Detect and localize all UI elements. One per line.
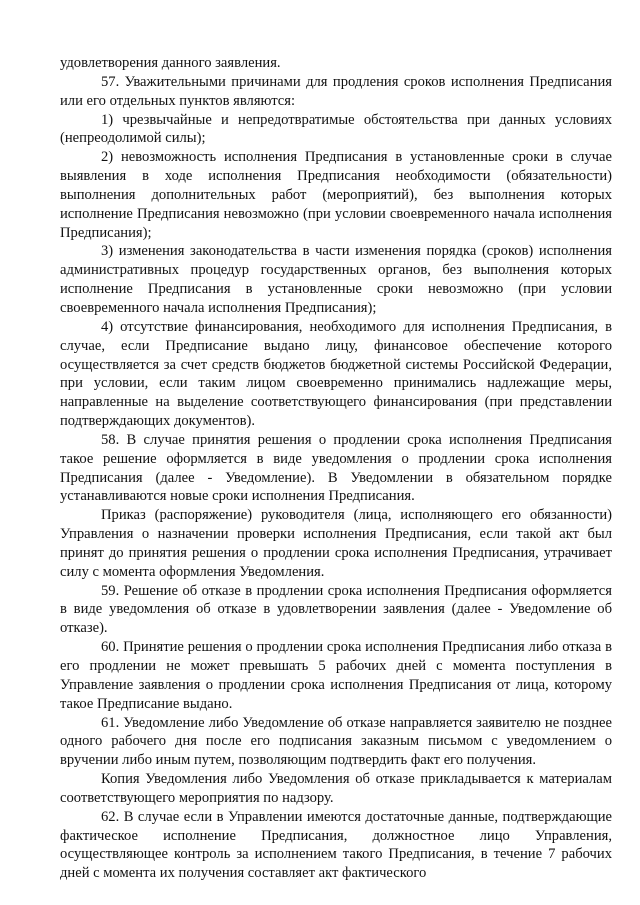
document-page [60,54,612,883]
list-item-57-4: 4) отсутствие финансирования, необходимого для исполнения Предписания, в случае, если Предписание выдано лицу, финансовое обеспечение которого осуществляется за счет средств бюджетов бюджетной системы Российской Федерации, при условии, если таким лицом своевременно принимались надлежащие меры, направленные на выделение соответствующего финансирования (при представлении подтверждающих документов). [60,318,612,430]
paragraph-61: 61. Уведомление либо Уведомление об отказе направляется заявителю не позднее одного рабочего дня после его подписания заказным письмом с уведомлением о вручении либо иным путем, позволяющим подтвердить факт его получения. [60,714,612,769]
paragraph-60: 60. Принятие решения о продлении срока исполнения Предписания либо отказа в его продлении не может превышать 5 рабочих дней с момента поступления в Управление заявления о продлении срока исполнения Предписания от лица, которому такое Предписание выдано. [60,639,612,712]
list-item-57-3: 3) изменения законодательства в части изменения порядка (сроков) исполнения административных процедур государственных органов, без выполнения которых исполнение Предписания в установленные сроки невозможно (при условии своевременного начала исполнения Предписания); [60,243,612,316]
paragraph-continuation: удовлетворения данного заявления. [60,55,281,71]
paragraph-58: 58. В случае принятия решения о продлении срока исполнения Предписания такое решение оформляется в виде уведомления о продлении срока исполнения Предписания (далее - Уведомление). В Уведомлении в обязательном порядке устанавливаются новые сроки исполнения Предписания. [60,431,612,505]
paragraph-61-copy: Копия Уведомления либо Уведомления об отказе прикладывается к материалам соответствующего мероприятия по надзору. [60,771,612,806]
paragraph-58-order: Приказ (распоряжение) руководителя (лица, исполняющего его обязанности) Управления о назначении проверки исполнения Предписания, если такой акт был принят до принятия решения о продлении срока исполнения Предписания, утрачивает силу с момента оформления Уведомления. [60,507,612,580]
list-item-57-2: 2) невозможность исполнения Предписания в установленные сроки в случае выявления в ходе исполнения Предписания необходимости (обязательности) выполнения дополнительных работ (мероприятий), без выполнения которых исполнение Предписания невозможно (при условии своевременного начала исполнения Предписания); [60,149,612,241]
paragraph-62: 62. В случае если в Управлении имеются достаточные данные, подтверждающие фактическое исполнение Предписания, должностное лицо Управления, осуществляющее контроль за исполнением такого Предписания, в течение 7 рабочих дней с момента их получения составляет акт фактического [60,808,612,882]
list-item-57-1: 1) чрезвычайные и непредотвратимые обстоятельства при данных условиях (непреодолимой силы); [60,111,612,147]
paragraph-59: 59. Решение об отказе в продлении срока исполнения Предписания оформляется в виде уведомления об отказе в удовлетворении заявления (далее - Уведомление об отказе). [60,582,612,637]
paragraph-57: 57. Уважительными причинами для продления сроков исполнения Предписания или его отдельных пунктов являются: [60,73,612,109]
